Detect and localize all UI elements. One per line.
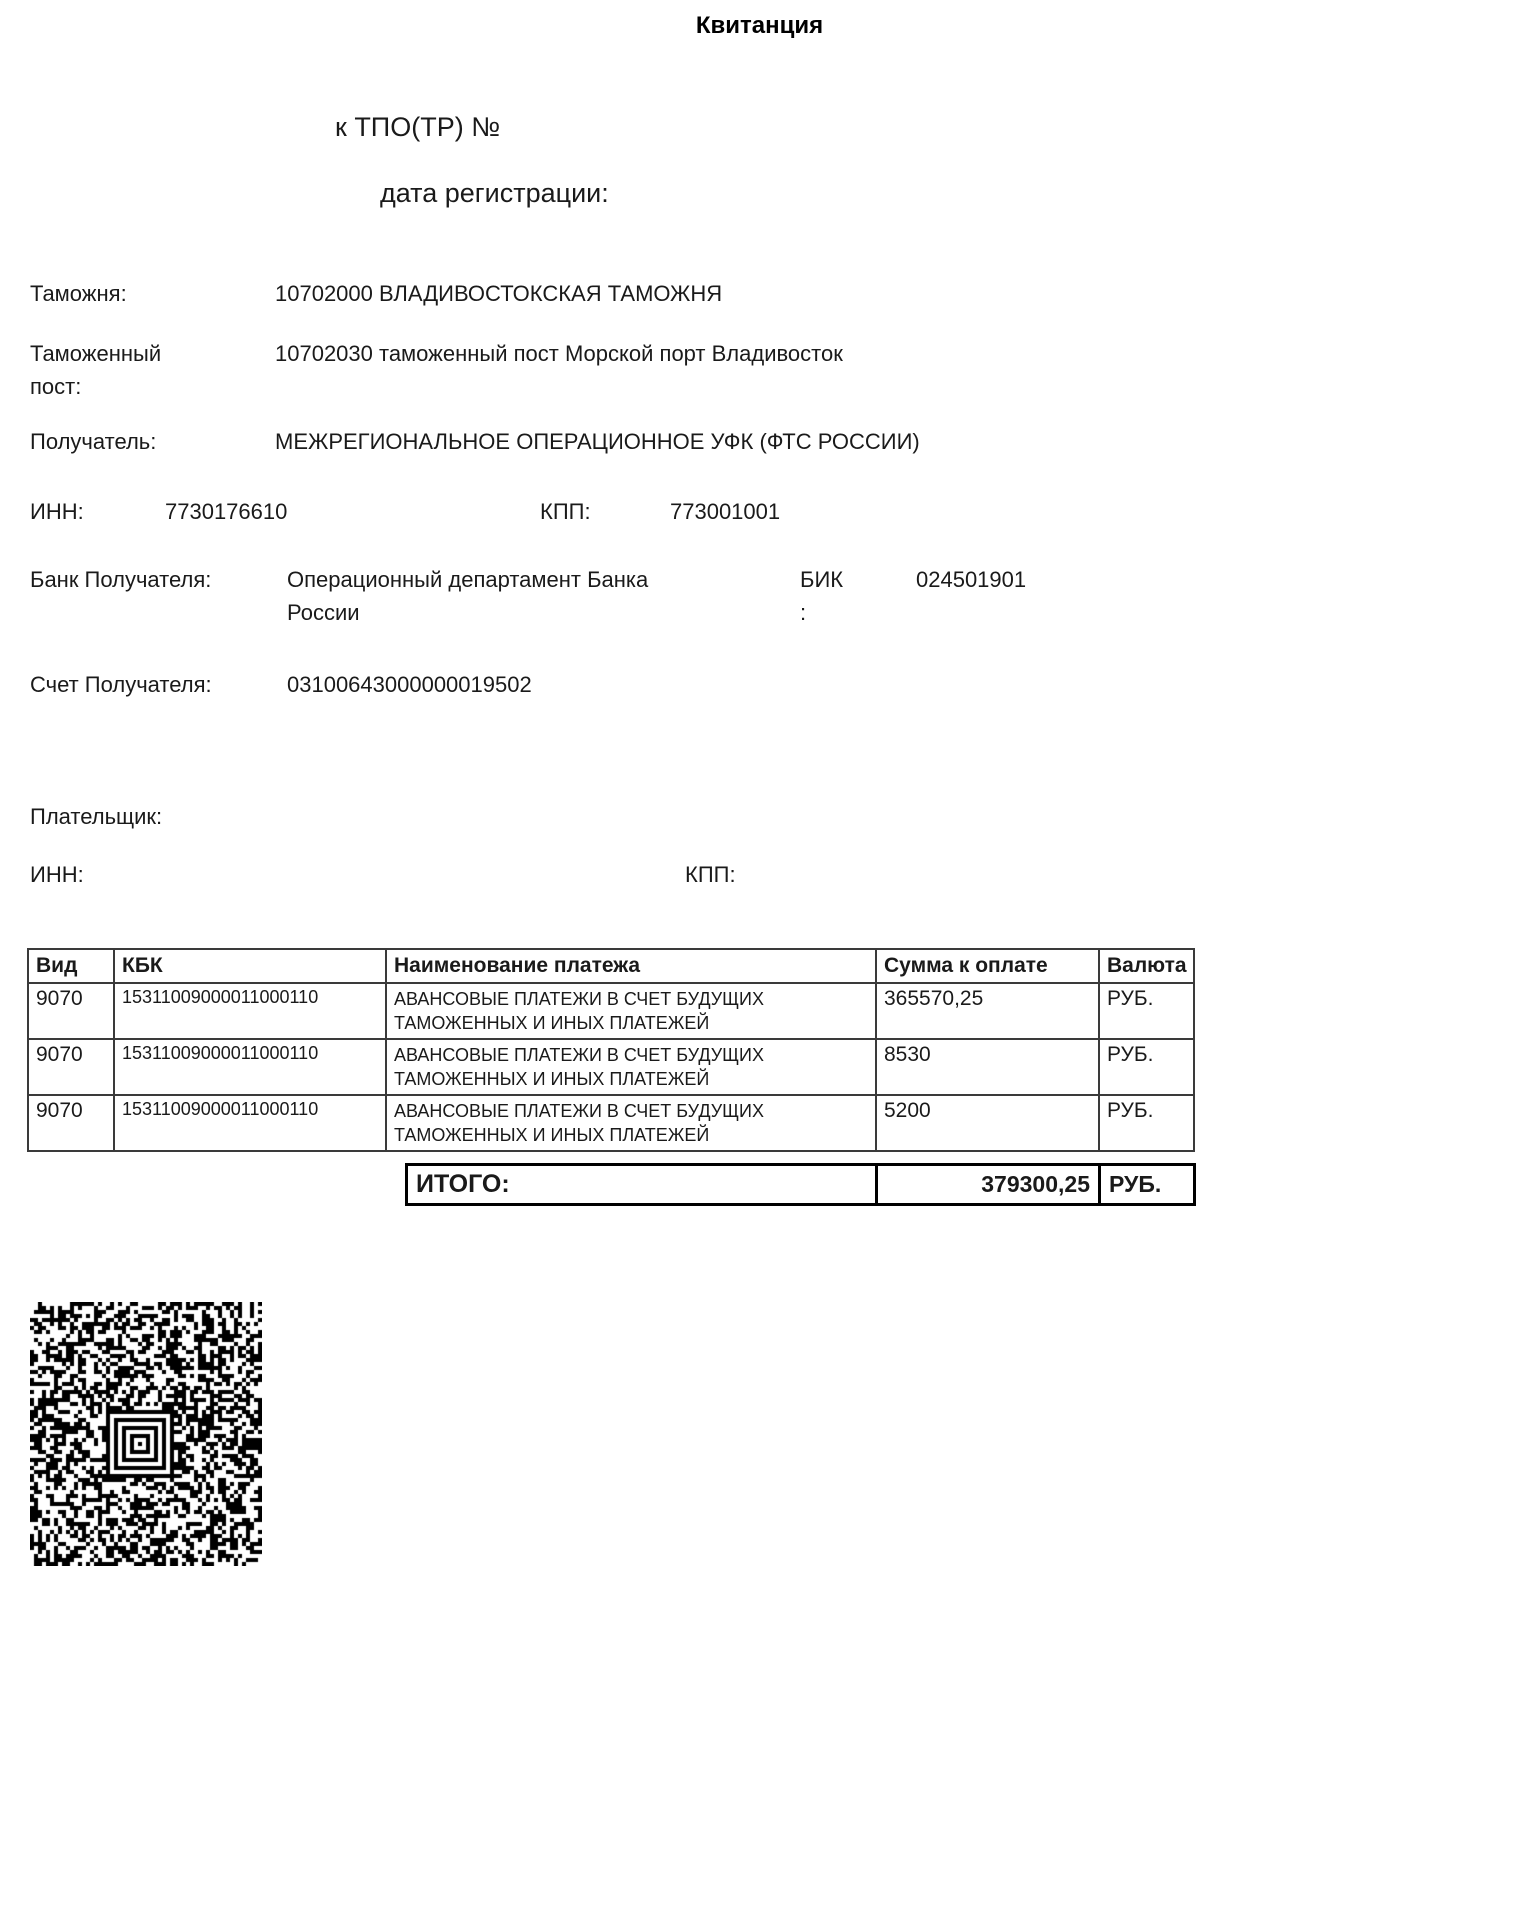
table-row: [28, 983, 1194, 1039]
recipient-account-value: 03100643000000019502: [287, 672, 532, 697]
header-payment-name: Наименование платежа: [386, 949, 876, 983]
customs-label: Таможня:: [30, 281, 127, 306]
inn-value: 7730176610: [165, 499, 288, 524]
table-row: [28, 1039, 1194, 1095]
payer-label: Плательщик:: [30, 804, 163, 829]
cell-vid: 9070: [28, 1095, 114, 1151]
cell-currency: РУБ.: [1099, 1039, 1194, 1095]
aztec-barcode: [30, 1302, 262, 1566]
customs-post-label: Таможенный пост:: [30, 341, 162, 399]
header-currency: Валюта: [1099, 949, 1194, 983]
cell-name: АВАНСОВЫЕ ПЛАТЕЖИ В СЧЕТ БУДУЩИХ ТАМОЖЕННЫХ И ИНЫХ ПЛАТЕЖЕЙ: [386, 1039, 876, 1095]
cell-kbk: 15311009000011000110: [114, 1039, 386, 1095]
total-currency: РУБ.: [1100, 1165, 1195, 1205]
payer-kpp-label: КПП:: [685, 862, 736, 887]
cell-name: АВАНСОВЫЕ ПЛАТЕЖИ В СЧЕТ БУДУЩИХ ТАМОЖЕННЫХ И ИНЫХ ПЛАТЕЖЕЙ: [386, 983, 876, 1039]
total-sum: 379300,25: [877, 1165, 1100, 1205]
total-label: ИТОГО:: [407, 1165, 877, 1205]
customs-post-value: 10702030 таможенный пост Морской порт Владивосток: [275, 341, 843, 366]
bik-value: 024501901: [916, 567, 1027, 592]
payer-inn-label: ИНН:: [30, 862, 84, 887]
payments-table: [27, 948, 1195, 1152]
recipient-bank-label: Банк Получателя:: [30, 567, 212, 592]
inn-label: ИНН:: [30, 499, 84, 524]
cell-kbk: 15311009000011000110: [114, 1095, 386, 1151]
recipient-label: Получатель:: [30, 429, 157, 454]
table-row: [28, 1095, 1194, 1151]
recipient-account-label: Счет Получателя:: [30, 672, 212, 697]
kpp-value: 773001001: [670, 499, 781, 524]
tpo-number-line: к ТПО(ТР) №: [335, 112, 501, 142]
cell-kbk: 15311009000011000110: [114, 983, 386, 1039]
header-kbk: КБК: [114, 949, 386, 983]
document-title: Квитанция: [695, 12, 824, 39]
recipient-value: МЕЖРЕГИОНАЛЬНОЕ ОПЕРАЦИОННОЕ УФК (ФТС РОССИИ): [275, 429, 920, 454]
customs-value: 10702000 ВЛАДИВОСТОКСКАЯ ТАМОЖНЯ: [275, 281, 723, 306]
total-table: [405, 1163, 1196, 1206]
cell-sum: 8530: [876, 1039, 1099, 1095]
kpp-label: КПП:: [540, 499, 591, 524]
bik-label: БИК :: [800, 567, 844, 625]
total-row: [407, 1165, 1195, 1205]
payments-header-row: [28, 949, 1194, 983]
cell-vid: 9070: [28, 983, 114, 1039]
header-vid: Вид: [28, 949, 114, 983]
recipient-bank-value: Операционный департамент Банка России: [287, 567, 649, 625]
header-sum: Сумма к оплате: [876, 949, 1099, 983]
cell-vid: 9070: [28, 1039, 114, 1095]
cell-sum: 365570,25: [876, 983, 1099, 1039]
cell-sum: 5200: [876, 1095, 1099, 1151]
cell-currency: РУБ.: [1099, 983, 1194, 1039]
cell-currency: РУБ.: [1099, 1095, 1194, 1151]
registration-date-line: дата регистрации:: [380, 178, 609, 208]
cell-name: АВАНСОВЫЕ ПЛАТЕЖИ В СЧЕТ БУДУЩИХ ТАМОЖЕННЫХ И ИНЫХ ПЛАТЕЖЕЙ: [386, 1095, 876, 1151]
